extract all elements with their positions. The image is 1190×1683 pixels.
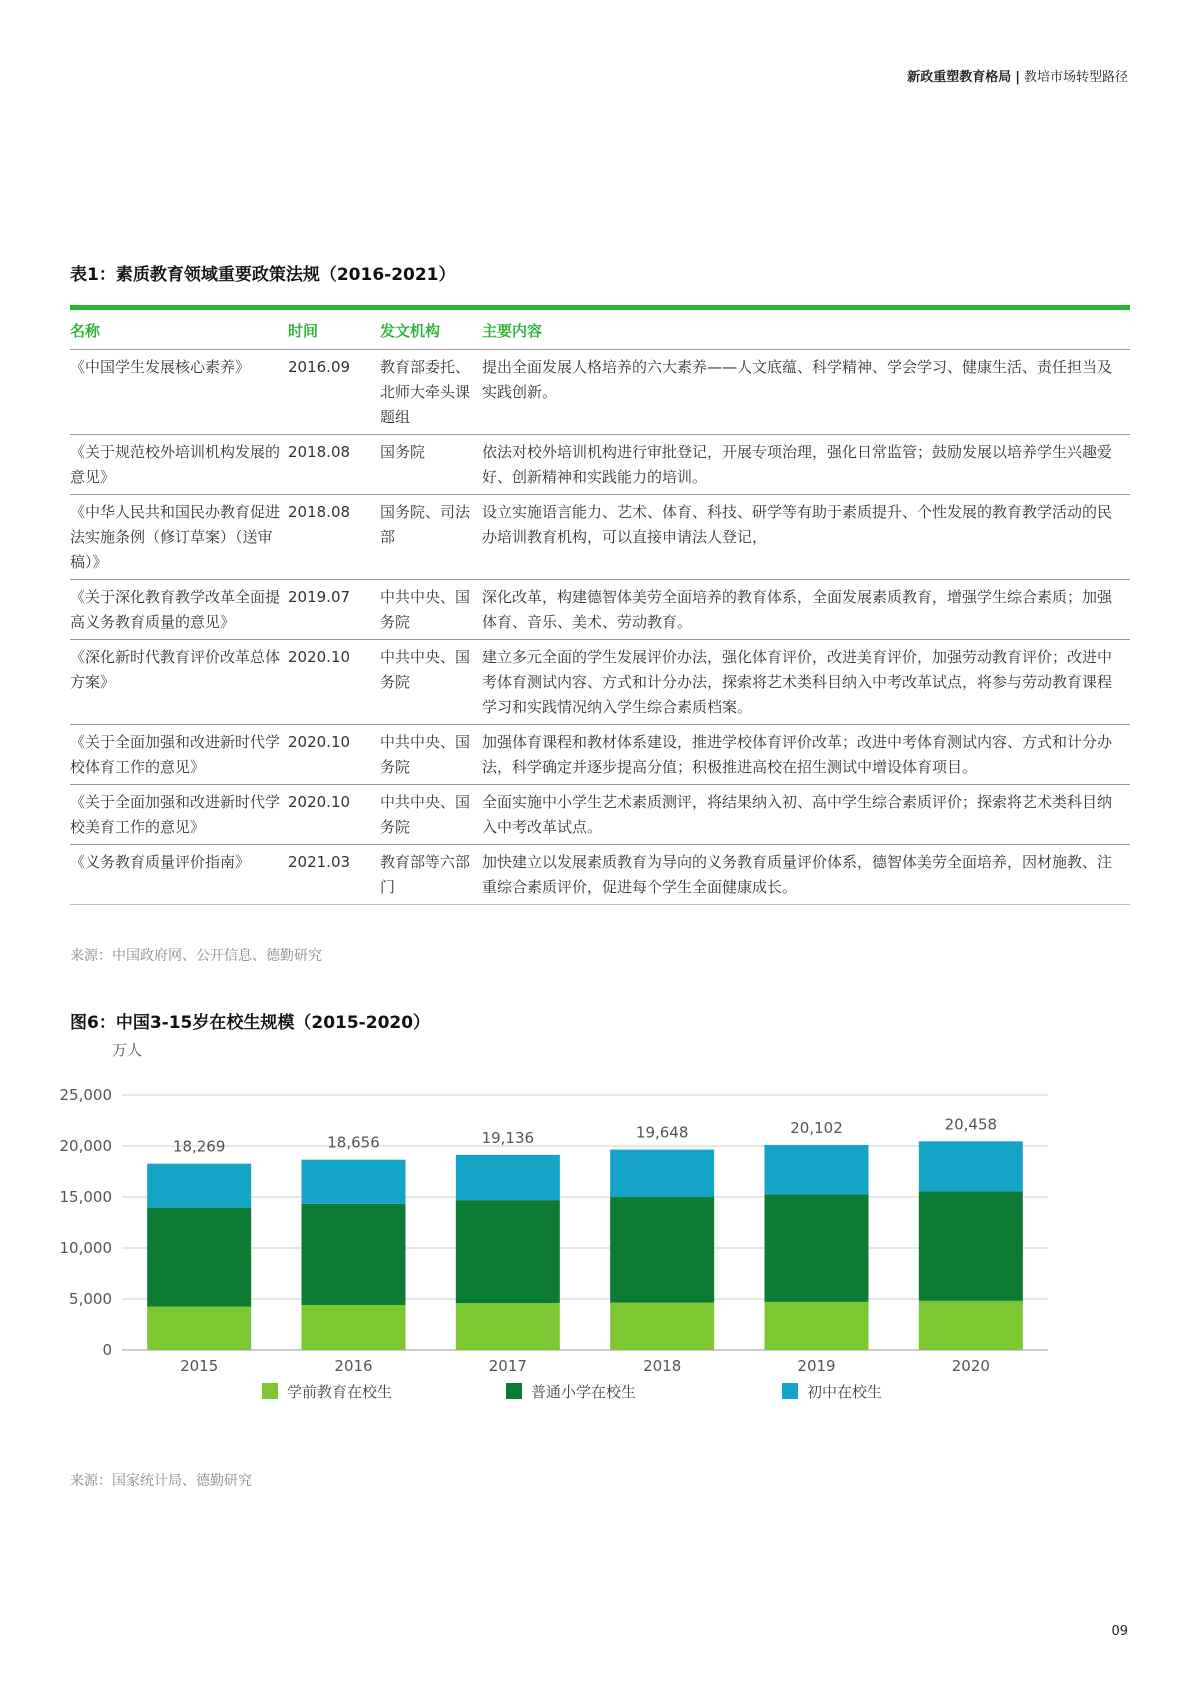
- total-data-label: 18,656: [327, 1133, 380, 1152]
- table-top-rule: [70, 305, 1130, 310]
- total-data-label: 20,458: [944, 1115, 998, 1134]
- y-tick-label: 20,000: [59, 1137, 112, 1155]
- figure-source: 来源：国家统计局、德勤研究: [70, 1473, 252, 1489]
- bar-segment-0: [456, 1303, 560, 1350]
- total-data-label: 19,136: [481, 1128, 535, 1147]
- table-source: 来源：中国政府网、公开信息、德勤研究: [70, 948, 322, 964]
- policy-date: 2018.08: [288, 435, 380, 495]
- legend-label: 初中在校生: [807, 1383, 883, 1401]
- policy-content: 建立多元全面的学生发展评价办法，强化体育评价，改进美育评价，加强劳动教育评价；改进中考体育测试内容、方式和计分办法，探索将艺术类科目纳入中考改革试点，将参与劳动教育课程学习和实践情况纳入学生综合素质档案。: [482, 640, 1130, 725]
- policy-issuer: 国务院: [380, 435, 482, 495]
- x-tick-label: 2017: [488, 1357, 527, 1375]
- policy-content: 全面实施中小学生艺术素质测评，将结果纳入初、高中学生综合素质评价；探索将艺术类科目纳入中考改革试点。: [482, 785, 1130, 845]
- policy-name: 《关于全面加强和改进新时代学校美育工作的意见》: [70, 785, 288, 845]
- legend-label: 普通小学在校生: [531, 1383, 637, 1401]
- x-tick-label: 2020: [951, 1357, 990, 1375]
- x-tick-label: 2016: [334, 1357, 373, 1375]
- header-separator: |: [1015, 70, 1020, 85]
- policy-name: 《义务教育质量评价指南》: [70, 845, 288, 905]
- bar-segment-0: [919, 1301, 1023, 1350]
- bar-segment-2: [919, 1141, 1023, 1191]
- table-row: [70, 725, 1130, 785]
- policy-name: 《中华人民共和国民办教育促进法实施条例（修订草案）（送审稿）》: [70, 495, 288, 580]
- table-title: 表1：素质教育领域重要政策法规（2016-2021）: [70, 265, 456, 285]
- policy-date: 2016.09: [288, 350, 380, 435]
- policy-content: 加快建立以发展素质教育为导向的义务教育质量评价体系，德智体美劳全面培养，因材施教、注重综合素质评价，促进每个学生全面健康成长。: [482, 845, 1130, 905]
- policy-date: 2019.07: [288, 580, 380, 640]
- header-title-rest: 教培市场转型路径: [1023, 70, 1128, 85]
- policy-issuer: 教育部委托、北师大牵头课题组: [380, 350, 482, 435]
- policy-date: 2021.03: [288, 845, 380, 905]
- table-row: [70, 435, 1130, 495]
- bar-segment-0: [302, 1305, 406, 1350]
- policy-content: 深化改革，构建德智体美劳全面培养的教育体系，全面发展素质教育，增强学生综合素质；加强体育、音乐、美术、劳动教育。: [482, 580, 1130, 640]
- y-tick-label: 10,000: [59, 1239, 112, 1257]
- policy-date: 2020.10: [288, 640, 380, 725]
- policy-issuer: 中共中央、国务院: [380, 580, 482, 640]
- bar-segment-1: [919, 1191, 1023, 1300]
- table-row: [70, 845, 1130, 905]
- policy-content: 加强体育课程和教材体系建设，推进学校体育评价改革；改进中考体育测试内容、方式和计分办法，科学确定并逐步提高分值；积极推进高校在招生测试中增设体育项目。: [482, 725, 1130, 785]
- bar-segment-0: [765, 1302, 869, 1350]
- y-tick-label: 25,000: [59, 1086, 112, 1104]
- policy-name: 《中国学生发展核心素养》: [70, 350, 288, 435]
- y-unit-label: 万人: [112, 1041, 143, 1059]
- header-title-bold: 新政重塑教育格局: [907, 70, 1012, 85]
- running-header: [907, 66, 1128, 85]
- table-row: [70, 350, 1130, 435]
- bar-segment-0: [147, 1306, 251, 1350]
- policy-name: 《关于规范校外培训机构发展的意见》: [70, 435, 288, 495]
- policy-issuer: 教育部等六部门: [380, 845, 482, 905]
- table-header-row: [70, 316, 1130, 350]
- table-row: [70, 580, 1130, 640]
- policy-issuer: 中共中央、国务院: [380, 640, 482, 725]
- legend-swatch: [506, 1383, 522, 1399]
- figure-title: 图6：中国3-15岁在校生规模（2015-2020）: [70, 1013, 431, 1033]
- legend-swatch: [262, 1383, 278, 1399]
- policy-date: 2020.10: [288, 785, 380, 845]
- policy-table: [70, 316, 1130, 905]
- y-tick-label: 5,000: [69, 1290, 112, 1308]
- header-name: 名称: [70, 316, 288, 350]
- policy-name: 《关于深化教育教学改革全面提高义务教育质量的意见》: [70, 580, 288, 640]
- total-data-label: 19,648: [635, 1123, 689, 1142]
- bar-segment-2: [147, 1164, 251, 1208]
- bar-segment-1: [147, 1208, 251, 1307]
- policy-name: 《深化新时代教育评价改革总体方案》: [70, 640, 288, 725]
- bar-segment-2: [610, 1150, 714, 1197]
- bar-segment-2: [456, 1155, 560, 1200]
- policy-content: 设立实施语言能力、艺术、体育、科技、研学等有助于素质提升、个性发展的教育教学活动的民办培训教育机构，可以直接申请法人登记，: [482, 495, 1130, 580]
- y-tick-label: 0: [102, 1341, 112, 1359]
- header-issuer: 发文机构: [380, 316, 482, 350]
- policy-issuer: 国务院、司法部: [380, 495, 482, 580]
- x-tick-label: 2015: [180, 1357, 219, 1375]
- legend-label: 学前教育在校生: [287, 1383, 393, 1401]
- x-tick-label: 2018: [643, 1357, 682, 1375]
- table-row: [70, 640, 1130, 725]
- bar-segment-1: [302, 1204, 406, 1305]
- header-time: 时间: [288, 316, 380, 350]
- stacked-bar-chart: [40, 1040, 1140, 1460]
- policy-content: 依法对校外培训机构进行审批登记，开展专项治理，强化日常监管；鼓励发展以培养学生兴趣爱好、创新精神和实践能力的培训。: [482, 435, 1130, 495]
- policy-issuer: 中共中央、国务院: [380, 785, 482, 845]
- bar-segment-0: [610, 1303, 714, 1350]
- table-row: [70, 785, 1130, 845]
- policy-date: 2018.08: [288, 495, 380, 580]
- page-number: 09: [1111, 1624, 1128, 1639]
- bar-segment-1: [610, 1197, 714, 1302]
- policy-content: 提出全面发展人格培养的六大素养——人文底蕴、科学精神、学会学习、健康生活、责任担当及实践创新。: [482, 350, 1130, 435]
- y-tick-label: 15,000: [59, 1188, 112, 1206]
- legend-swatch: [782, 1383, 798, 1399]
- x-tick-label: 2019: [797, 1357, 836, 1375]
- bar-segment-2: [765, 1145, 869, 1194]
- bar-segment-2: [302, 1160, 406, 1204]
- header-content: 主要内容: [482, 316, 1130, 350]
- total-data-label: 18,269: [172, 1137, 226, 1156]
- table-row: [70, 495, 1130, 580]
- policy-date: 2020.10: [288, 725, 380, 785]
- bar-segment-1: [765, 1194, 869, 1302]
- total-data-label: 20,102: [790, 1118, 843, 1137]
- policy-name: 《关于全面加强和改进新时代学校体育工作的意见》: [70, 725, 288, 785]
- policy-issuer: 中共中央、国务院: [380, 725, 482, 785]
- bar-segment-1: [456, 1200, 560, 1303]
